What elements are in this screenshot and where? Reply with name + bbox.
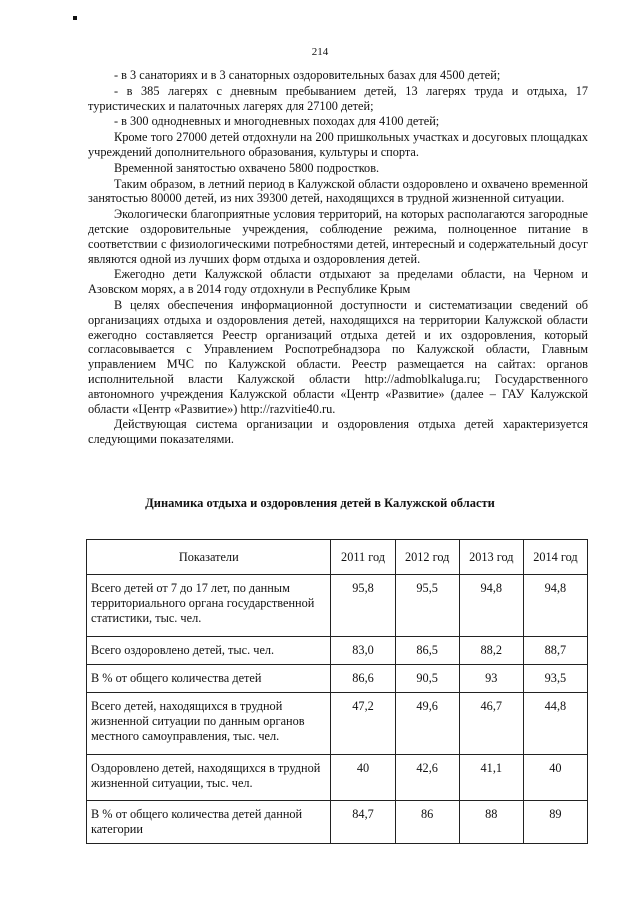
column-header: Показатели <box>87 540 331 575</box>
table-cell: 86,6 <box>331 665 395 693</box>
table-row <box>87 637 588 665</box>
paragraph: - в 385 лагерях с дневным пребыванием детей, 13 лагерях труда и отдыха, 17 туристических и палаточных лагерях для 27100 детей; <box>88 83 588 113</box>
table-cell: 40 <box>523 755 587 801</box>
table-cell: 93,5 <box>523 665 587 693</box>
document-body <box>88 68 588 448</box>
column-header: 2011 год <box>331 540 395 575</box>
table-cell: 47,2 <box>331 693 395 755</box>
table-cell: 95,8 <box>331 575 395 637</box>
table-header-row <box>87 540 588 575</box>
paragraph: Действующая система организации и оздоровления отдыха детей характеризуется следующими показателями. <box>88 417 588 447</box>
table-cell: 44,8 <box>523 693 587 755</box>
table-cell: 86,5 <box>395 637 459 665</box>
paragraph: - в 300 однодневных и многодневных походах для 4100 детей; <box>114 114 440 129</box>
paragraph: Временной занятостью охвачено 5800 подростков. <box>114 160 380 175</box>
table-cell: 49,6 <box>395 693 459 755</box>
paragraph: В целях обеспечения информационной доступности и систематизации сведений об организациях отдыха и оздоровления детей, находящихся на территории Калужской области ежегодно составляется Реестр организаций отдыха детей и их оздоровления, который согласовывается с Управлением Роспотребнадзора по Калужской области, Главным управлением МЧС по Калужской области. Реестр размещается на сайтах: органов исполнительной власти Калужской области http://admoblkaluga.ru; Государственного автономного учреждения Калужской области «Центр «Развитие» (далее – ГАУ Калужской области «Центр «Развитие») http://razvitie40.ru. <box>88 297 588 416</box>
table-cell: 94,8 <box>523 575 587 637</box>
table-cell: 89 <box>523 801 587 844</box>
paragraph: Кроме того 27000 детей отдохнули на 200 пришкольных участках и досуговых площадках учреждений дополнительного образования, культуры и спорта. <box>88 130 588 159</box>
table-cell: 88 <box>459 801 523 844</box>
table-row <box>87 755 588 801</box>
paragraph: Таким образом, в летний период в Калужской области оздоровлено и охвачено временной занятостью 80000 детей, из них 39300 детей, находящихся в трудной жизненной ситуации. <box>88 176 588 206</box>
row-label: Всего детей, находящихся в трудной жизненной ситуации по данным органов местного самоуправления, тыс. чел. <box>87 693 331 755</box>
column-header: 2014 год <box>523 540 587 575</box>
scan-dot-mark <box>73 16 77 20</box>
table-cell: 42,6 <box>395 755 459 801</box>
table-title: Динамика отдыха и оздоровления детей в Калужской области <box>145 496 495 510</box>
paragraph: Экологически благоприятные условия территорий, на которых располагаются загородные детские оздоровительные учреждения, соблюдение режима, полноценное питание в соответствии с физиологическими потребностями детей, интересный и содержательный досуг являются одной из лучших форм отдыха и оздоровления детей. <box>88 207 588 266</box>
table-row <box>87 575 588 637</box>
paragraph: Ежегодно дети Калужской области отдыхают за пределами области, на Черном и Азовском морях, а в 2014 году отдохнули в Республике Крым <box>88 267 588 297</box>
table-cell: 94,8 <box>459 575 523 637</box>
column-header: 2013 год <box>459 540 523 575</box>
table-cell: 95,5 <box>395 575 459 637</box>
table-row <box>87 801 588 844</box>
table-cell: 41,1 <box>459 755 523 801</box>
table-cell: 40 <box>331 755 395 801</box>
table-cell: 93 <box>459 665 523 693</box>
table-row <box>87 665 588 693</box>
page-number: 214 <box>311 46 329 58</box>
row-label: В % от общего количества детей данной категории <box>87 801 331 844</box>
table-cell: 46,7 <box>459 693 523 755</box>
table-cell: 88,7 <box>523 637 587 665</box>
table-cell: 84,7 <box>331 801 395 844</box>
column-header: 2012 год <box>395 540 459 575</box>
table-cell: 90,5 <box>395 665 459 693</box>
statistics-table <box>86 539 588 844</box>
paragraph: - в 3 санаториях и в 3 санаторных оздоровительных базах для 4500 детей; <box>114 68 501 82</box>
table-row <box>87 693 588 755</box>
row-label: В % от общего количества детей <box>87 665 331 693</box>
row-label: Всего детей от 7 до 17 лет, по данным территориального органа государственной статистики, тыс. чел. <box>87 575 331 637</box>
row-label: Оздоровлено детей, находящихся в трудной жизненной ситуации, тыс. чел. <box>87 755 331 801</box>
table-cell: 86 <box>395 801 459 844</box>
table-cell: 88,2 <box>459 637 523 665</box>
row-label: Всего оздоровлено детей, тыс. чел. <box>87 637 331 665</box>
table-cell: 83,0 <box>331 637 395 665</box>
